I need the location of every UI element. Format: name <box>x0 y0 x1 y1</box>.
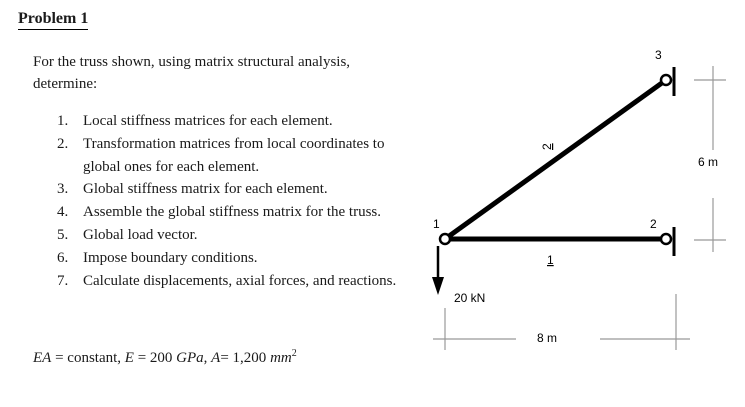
dim-vertical-label: 6 m <box>698 155 719 169</box>
task-text: Assemble the global stiffness matrix for the truss. <box>83 204 382 221</box>
task-text: Global stiffness matrix for each element. <box>83 181 328 198</box>
element-1-label: 1 <box>547 253 554 267</box>
given-unit: GPa <box>176 350 204 366</box>
load-arrow-head <box>432 277 444 295</box>
task-number: 3. <box>57 181 69 198</box>
task-number: 1. <box>57 113 69 129</box>
task-number: 2. <box>57 135 69 152</box>
task-text: Global load vector. <box>83 226 198 243</box>
node-1-pin <box>440 234 450 244</box>
load-label: 20 kN <box>454 291 486 305</box>
task-text: Local stiffness matrices for each element. <box>83 113 333 129</box>
given-exponent: 2 <box>291 348 297 359</box>
problem-title: Problem 1 <box>18 10 88 30</box>
task-text: Impose boundary conditions. <box>83 249 258 266</box>
given-ea: EA <box>33 350 52 366</box>
given-e: E <box>124 350 134 366</box>
task-number: 6. <box>57 249 69 266</box>
problem-intro: For the truss shown, using matrix structural analysis, determine: <box>33 54 351 92</box>
given-a: A <box>211 350 221 366</box>
task-number: 5. <box>57 226 69 243</box>
given-text: = 1,200 <box>220 350 271 366</box>
task-number: 7. <box>57 272 69 289</box>
element-2-label: 2 <box>540 143 554 150</box>
node-3-pin <box>661 75 671 85</box>
given-text: = 200 <box>133 350 177 366</box>
task-text: Transformation matrices from local coordinates to global ones for each element. <box>83 135 385 175</box>
task-text: Calculate displacements, axial forces, and reactions. <box>83 272 397 289</box>
given-unit: mm <box>270 350 292 366</box>
node-2-pin <box>661 234 671 244</box>
given-text: , <box>203 350 212 366</box>
dim-horizontal-label: 8 m <box>537 331 558 345</box>
node-3-label: 3 <box>655 48 662 62</box>
task-number: 4. <box>57 204 69 221</box>
node-2-label: 2 <box>650 217 657 231</box>
truss-member-2 <box>445 80 666 239</box>
given-text: = constant, <box>51 350 125 366</box>
node-1-label: 1 <box>433 217 440 231</box>
